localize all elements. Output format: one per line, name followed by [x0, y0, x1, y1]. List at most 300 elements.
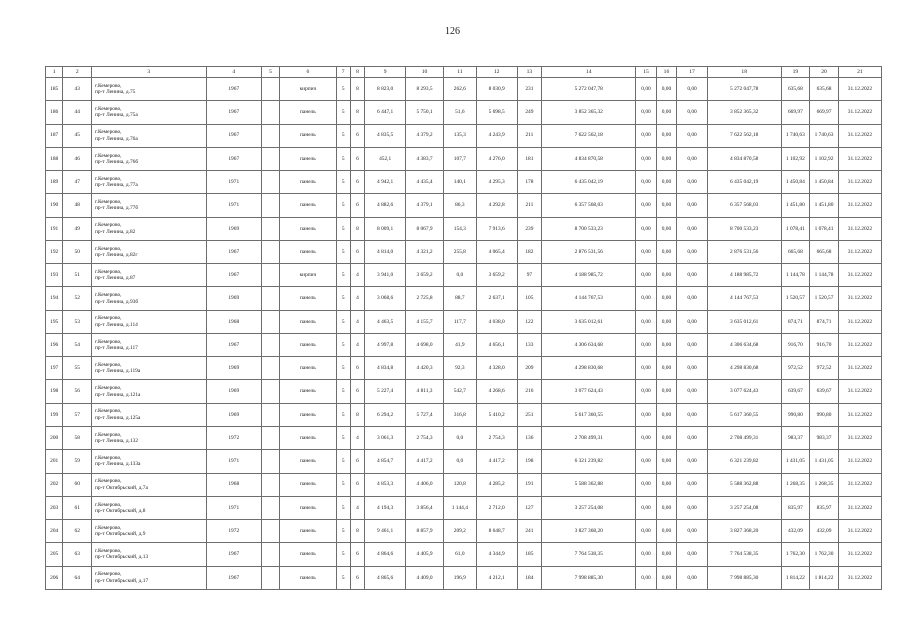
- address-city: г.Кемерово,: [95, 315, 122, 322]
- address-cell: [92, 543, 207, 566]
- table-cell: [261, 520, 279, 543]
- table-cell: 2 637,1: [476, 287, 517, 310]
- column-number-header: 13: [517, 67, 542, 78]
- wall-material: кирпич: [280, 264, 336, 287]
- address-street: пр-т Ленина, д.77а: [95, 182, 138, 189]
- table-cell: 0,0: [443, 450, 476, 473]
- address-street: пр-т Ленина, д.77б: [95, 205, 139, 212]
- table-cell: 0,00: [636, 78, 656, 101]
- row-subnumber: 61: [63, 496, 92, 519]
- row-number: 186: [46, 101, 63, 124]
- table-cell: 198: [517, 450, 542, 473]
- address-street: пр-т Октябрьский, д.8: [95, 507, 146, 514]
- column-number-header: 12: [476, 67, 517, 78]
- table-cell: 1 102,92: [810, 147, 839, 170]
- table-cell: 432,09: [810, 520, 839, 543]
- table-cell: 4 144 767,53: [542, 287, 636, 310]
- table-cell: 191: [517, 473, 542, 496]
- table-cell: 0,00: [636, 240, 656, 263]
- table-row: [46, 403, 882, 426]
- table-cell: 0,00: [656, 333, 676, 356]
- date-cell: 31.12.2022: [838, 426, 881, 449]
- table-cell: 4 276,0: [476, 147, 517, 170]
- table-cell: 0,00: [636, 217, 656, 240]
- build-year: 1971: [206, 496, 261, 519]
- date-cell: 31.12.2022: [838, 450, 881, 473]
- table-cell: [261, 240, 279, 263]
- address-street: пр-т Ленина, д.82г: [95, 251, 138, 258]
- table-cell: 0,00: [677, 520, 708, 543]
- table-cell: 5: [336, 124, 350, 147]
- table-cell: 6: [350, 147, 364, 170]
- table-cell: 0,00: [677, 287, 708, 310]
- table-cell: 1 144,78: [781, 264, 810, 287]
- row-subnumber: 58: [63, 426, 92, 449]
- table-cell: 0,00: [656, 543, 676, 566]
- table-cell: 0,00: [636, 426, 656, 449]
- table-cell: 196,9: [443, 566, 476, 589]
- table-cell: 6 435 042,19: [707, 171, 781, 194]
- wall-material: кирпич: [280, 78, 336, 101]
- table-cell: 239: [517, 217, 542, 240]
- row-subnumber: 48: [63, 194, 92, 217]
- row-subnumber: 45: [63, 124, 92, 147]
- table-row: [46, 333, 882, 356]
- table-cell: 4 268,6: [476, 380, 517, 403]
- table-cell: [261, 473, 279, 496]
- table-cell: 6 357 568,03: [707, 194, 781, 217]
- table-cell: 0,00: [636, 287, 656, 310]
- table-row: [46, 310, 882, 333]
- table-cell: 0,00: [656, 310, 676, 333]
- row-number: 195: [46, 310, 63, 333]
- table-cell: [261, 194, 279, 217]
- table-cell: 4 811,3: [406, 380, 444, 403]
- row-number: 206: [46, 566, 63, 589]
- table-cell: 8: [350, 101, 364, 124]
- table-cell: [261, 171, 279, 194]
- build-year: 1967: [206, 566, 261, 589]
- table-cell: [261, 426, 279, 449]
- table-cell: 4 942,1: [365, 171, 406, 194]
- table-cell: 3 852 365,32: [707, 101, 781, 124]
- table-cell: 0,00: [656, 101, 676, 124]
- table-cell: 241: [517, 520, 542, 543]
- address-city: г.Кемерово,: [95, 571, 122, 578]
- table-cell: 4 420,3: [406, 357, 444, 380]
- wall-material: панель: [280, 426, 336, 449]
- table-cell: [261, 147, 279, 170]
- wall-material: панель: [280, 543, 336, 566]
- table-cell: 0,0: [443, 264, 476, 287]
- table-cell: 0,00: [656, 357, 676, 380]
- table-cell: 5: [336, 520, 350, 543]
- address-street: пр-т Октябрьский, д.17: [95, 577, 149, 584]
- table-cell: 4 243,9: [476, 124, 517, 147]
- table-cell: 0,00: [636, 124, 656, 147]
- table-cell: 1 451,80: [781, 194, 810, 217]
- table-cell: 8 030,9: [476, 78, 517, 101]
- table-cell: 0,00: [656, 217, 676, 240]
- row-number: 197: [46, 357, 63, 380]
- address-city: г.Кемерово,: [95, 338, 122, 345]
- table-cell: 3 827 368,20: [542, 520, 636, 543]
- address-city: г.Кемерово,: [95, 129, 122, 136]
- address-cell: [92, 217, 207, 240]
- table-cell: 4 194,3: [365, 496, 406, 519]
- row-number: 190: [46, 194, 63, 217]
- table-cell: 3 257 254,08: [707, 496, 781, 519]
- table-cell: 140,1: [443, 171, 476, 194]
- address-cell: [92, 520, 207, 543]
- table-cell: 452,1: [365, 147, 406, 170]
- table-cell: 2 708 499,31: [707, 426, 781, 449]
- build-year: 1971: [206, 450, 261, 473]
- table-cell: 1 450,84: [781, 171, 810, 194]
- row-subnumber: 44: [63, 101, 92, 124]
- date-cell: 31.12.2022: [838, 124, 881, 147]
- table-cell: 4 306 634,68: [542, 333, 636, 356]
- table-cell: 4: [350, 310, 364, 333]
- table-cell: 0,00: [656, 194, 676, 217]
- table-cell: 6 357 568,03: [542, 194, 636, 217]
- table-row: [46, 543, 882, 566]
- address-street: пр-т Ленина, д.121а: [95, 391, 141, 398]
- column-number-header: 5: [261, 67, 279, 78]
- row-number: 193: [46, 264, 63, 287]
- table-cell: 8 067,9: [406, 217, 444, 240]
- address-street: пр-т Ленина, д.132: [95, 438, 139, 445]
- table-cell: 255,8: [443, 240, 476, 263]
- table-cell: 4: [350, 496, 364, 519]
- table-cell: 0,00: [656, 264, 676, 287]
- column-number-header: 21: [838, 67, 881, 78]
- address-cell: [92, 287, 207, 310]
- table-cell: 97: [517, 264, 542, 287]
- table-cell: [261, 333, 279, 356]
- table-cell: 635,68: [810, 78, 839, 101]
- table-cell: [261, 450, 279, 473]
- row-subnumber: 60: [63, 473, 92, 496]
- housing-registry-table: [45, 66, 882, 590]
- table-row: [46, 217, 882, 240]
- address-city: г.Кемерово,: [95, 361, 122, 368]
- table-cell: 669,97: [781, 101, 810, 124]
- row-subnumber: 56: [63, 380, 92, 403]
- address-city: г.Кемерово,: [95, 501, 122, 508]
- date-cell: 31.12.2022: [838, 403, 881, 426]
- column-number-header: 17: [677, 67, 708, 78]
- table-cell: 5: [336, 310, 350, 333]
- table-cell: 7 913,6: [476, 217, 517, 240]
- row-subnumber: 52: [63, 287, 92, 310]
- table-cell: [261, 101, 279, 124]
- table-cell: 1 520,57: [810, 287, 839, 310]
- table-cell: 178: [517, 171, 542, 194]
- row-subnumber: 47: [63, 171, 92, 194]
- table-row: [46, 287, 882, 310]
- table-row: [46, 450, 882, 473]
- build-year: 1968: [206, 310, 261, 333]
- table-row: [46, 473, 882, 496]
- table-cell: 0,00: [677, 450, 708, 473]
- address-cell: [92, 403, 207, 426]
- table-cell: 635,68: [781, 78, 810, 101]
- table-cell: 4 835,5: [365, 124, 406, 147]
- table-row: [46, 566, 882, 589]
- row-number: 202: [46, 473, 63, 496]
- table-cell: 7 764 538,35: [707, 543, 781, 566]
- table-cell: 136: [517, 426, 542, 449]
- table-cell: 0,00: [656, 171, 676, 194]
- table-cell: 4 463,5: [365, 310, 406, 333]
- table-cell: 5: [336, 357, 350, 380]
- table-cell: 0,00: [656, 496, 676, 519]
- table-cell: 1 814,22: [781, 566, 810, 589]
- table-cell: 154,3: [443, 217, 476, 240]
- table-cell: 4 997,8: [365, 333, 406, 356]
- table-cell: 1 102,92: [781, 147, 810, 170]
- table-cell: 1 268,35: [810, 473, 839, 496]
- table-cell: 251: [517, 403, 542, 426]
- table-cell: 4 344,9: [476, 543, 517, 566]
- address-street: пр-т Ленина, д.117: [95, 345, 138, 352]
- table-cell: 8 823,0: [365, 78, 406, 101]
- table-cell: 0,00: [677, 217, 708, 240]
- build-year: 1967: [206, 78, 261, 101]
- row-subnumber: 64: [63, 566, 92, 589]
- column-number-header: 2: [63, 67, 92, 78]
- table-cell: 4 155,7: [406, 310, 444, 333]
- table-cell: 1 078,41: [810, 217, 839, 240]
- address-city: г.Кемерово,: [95, 152, 122, 159]
- table-row: [46, 426, 882, 449]
- address-cell: [92, 496, 207, 519]
- table-cell: 1 740,63: [781, 124, 810, 147]
- table-cell: 4 417,2: [476, 450, 517, 473]
- table-cell: 262,6: [443, 78, 476, 101]
- table-cell: 0,00: [677, 264, 708, 287]
- address-street: пр-т Ленина, д.93б: [95, 298, 139, 305]
- address-city: г.Кемерово,: [95, 431, 122, 438]
- table-cell: 4 144 767,53: [707, 287, 781, 310]
- table-cell: 6: [350, 380, 364, 403]
- table-cell: 4 834 870,58: [707, 147, 781, 170]
- table-cell: [261, 357, 279, 380]
- address-city: г.Кемерово,: [95, 548, 122, 555]
- table-cell: 6: [350, 357, 364, 380]
- table-row: [46, 380, 882, 403]
- table-cell: 249: [517, 101, 542, 124]
- address-cell: [92, 566, 207, 589]
- table-cell: 0,00: [636, 380, 656, 403]
- table-cell: 0,00: [677, 333, 708, 356]
- table-cell: 0,00: [677, 124, 708, 147]
- table-row: [46, 171, 882, 194]
- table-cell: 51,6: [443, 101, 476, 124]
- row-number: 187: [46, 124, 63, 147]
- table-cell: 1 520,57: [781, 287, 810, 310]
- table-cell: 0,00: [636, 566, 656, 589]
- table-cell: 5: [336, 171, 350, 194]
- build-year: 1967: [206, 101, 261, 124]
- table-cell: 990,80: [781, 403, 810, 426]
- column-number-header: 8: [350, 67, 364, 78]
- table-cell: 0,00: [656, 566, 676, 589]
- table-cell: 5 227,4: [365, 380, 406, 403]
- table-cell: 1 431,05: [781, 450, 810, 473]
- address-cell: [92, 147, 207, 170]
- table-cell: 665,68: [810, 240, 839, 263]
- table-cell: 6 435 042,19: [542, 171, 636, 194]
- table-cell: 0,00: [677, 403, 708, 426]
- address-cell: [92, 426, 207, 449]
- table-cell: 3 659,2: [406, 264, 444, 287]
- date-cell: 31.12.2022: [838, 310, 881, 333]
- wall-material: панель: [280, 217, 336, 240]
- address-street: пр-т Октябрьский, д.13: [95, 554, 149, 561]
- table-cell: 6: [350, 124, 364, 147]
- table-cell: 5: [336, 450, 350, 473]
- address-cell: [92, 264, 207, 287]
- table-cell: 5: [336, 333, 350, 356]
- table-cell: 0,00: [636, 473, 656, 496]
- address-city: г.Кемерово,: [95, 222, 122, 229]
- table-cell: 4 383,7: [406, 147, 444, 170]
- table-cell: [261, 78, 279, 101]
- address-cell: [92, 333, 207, 356]
- build-year: 1967: [206, 147, 261, 170]
- wall-material: панель: [280, 380, 336, 403]
- table-cell: 0,00: [656, 520, 676, 543]
- table-cell: 972,52: [810, 357, 839, 380]
- wall-material: панель: [280, 101, 336, 124]
- table-cell: 2 876 531,56: [707, 240, 781, 263]
- table-cell: 0,00: [677, 101, 708, 124]
- date-cell: 31.12.2022: [838, 473, 881, 496]
- table-cell: 5: [336, 496, 350, 519]
- row-number: 191: [46, 217, 63, 240]
- address-street: пр-т Ленина, д.76б: [95, 158, 139, 165]
- table-cell: 135,3: [443, 124, 476, 147]
- table-cell: 432,09: [781, 520, 810, 543]
- build-year: 1971: [206, 171, 261, 194]
- wall-material: панель: [280, 566, 336, 589]
- wall-material: панель: [280, 450, 336, 473]
- table-cell: [261, 124, 279, 147]
- table-cell: 5: [336, 101, 350, 124]
- table-row: [46, 496, 882, 519]
- column-number-header: 4: [206, 67, 261, 78]
- table-cell: 88,7: [443, 287, 476, 310]
- table-cell: 4 298 830,68: [707, 357, 781, 380]
- table-cell: 8 293,5: [406, 78, 444, 101]
- table-cell: 4 188 985,72: [707, 264, 781, 287]
- address-cell: [92, 194, 207, 217]
- date-cell: 31.12.2022: [838, 264, 881, 287]
- table-cell: 4: [350, 333, 364, 356]
- table-row: [46, 240, 882, 263]
- table-cell: 8 857,9: [406, 520, 444, 543]
- table-cell: [261, 287, 279, 310]
- table-cell: 2 712,0: [476, 496, 517, 519]
- table-cell: 4 417,2: [406, 450, 444, 473]
- row-subnumber: 51: [63, 264, 92, 287]
- table-cell: 4 212,1: [476, 566, 517, 589]
- table-cell: 1 451,80: [810, 194, 839, 217]
- table-cell: 6 321 239,82: [542, 450, 636, 473]
- table-cell: 61,0: [443, 543, 476, 566]
- table-cell: 3 077 624,43: [542, 380, 636, 403]
- address-street: пр-т Ленина, д.125а: [95, 414, 141, 421]
- table-cell: 0,00: [636, 520, 656, 543]
- table-cell: 4 406,0: [406, 473, 444, 496]
- table-cell: 665,68: [781, 240, 810, 263]
- build-year: 1967: [206, 333, 261, 356]
- table-cell: [261, 566, 279, 589]
- wall-material: панель: [280, 171, 336, 194]
- table-cell: 5: [336, 426, 350, 449]
- table-cell: 4 188 985,72: [542, 264, 636, 287]
- table-cell: 0,00: [677, 147, 708, 170]
- table-cell: 8: [350, 520, 364, 543]
- table-cell: 542,7: [443, 380, 476, 403]
- table-cell: 0,00: [677, 380, 708, 403]
- table-cell: 4 405,9: [406, 543, 444, 566]
- table-cell: 122: [517, 310, 542, 333]
- table-cell: 4 834 870,58: [542, 147, 636, 170]
- table-cell: 4 409,0: [406, 566, 444, 589]
- address-city: г.Кемерово,: [95, 245, 122, 252]
- table-cell: 3 852 365,32: [542, 101, 636, 124]
- table-cell: 209: [517, 357, 542, 380]
- table-cell: [261, 310, 279, 333]
- table-cell: 4 292,8: [476, 194, 517, 217]
- address-street: пр-т Ленина, д.82: [95, 228, 136, 235]
- date-cell: 31.12.2022: [838, 287, 881, 310]
- row-number: 185: [46, 78, 63, 101]
- table-cell: 0,00: [636, 450, 656, 473]
- build-year: 1969: [206, 217, 261, 240]
- address-city: г.Кемерово,: [95, 385, 122, 392]
- table-cell: 0,00: [656, 380, 676, 403]
- table-cell: 0,00: [636, 403, 656, 426]
- table-cell: 0,0: [443, 426, 476, 449]
- table-cell: 3 635 012,61: [542, 310, 636, 333]
- table-cell: 1 814,22: [810, 566, 839, 589]
- table-cell: 5: [336, 473, 350, 496]
- table-cell: [261, 217, 279, 240]
- address-cell: [92, 78, 207, 101]
- table-cell: 0,00: [636, 543, 656, 566]
- table-cell: 2 708 499,31: [542, 426, 636, 449]
- table-cell: 5 410,2: [476, 403, 517, 426]
- build-year: 1972: [206, 520, 261, 543]
- table-cell: 0,00: [677, 496, 708, 519]
- table-cell: 5 617 360,55: [707, 403, 781, 426]
- table-cell: 5: [336, 147, 350, 170]
- table-cell: 0,00: [636, 310, 656, 333]
- address-cell: [92, 450, 207, 473]
- build-year: 1967: [206, 240, 261, 263]
- column-number-header: 19: [781, 67, 810, 78]
- build-year: 1967: [206, 543, 261, 566]
- table-cell: 0,00: [656, 403, 676, 426]
- table-cell: 8 700 533,23: [542, 217, 636, 240]
- table-cell: 3 068,6: [365, 287, 406, 310]
- table-cell: 2 725,8: [406, 287, 444, 310]
- table-cell: 916,70: [810, 333, 839, 356]
